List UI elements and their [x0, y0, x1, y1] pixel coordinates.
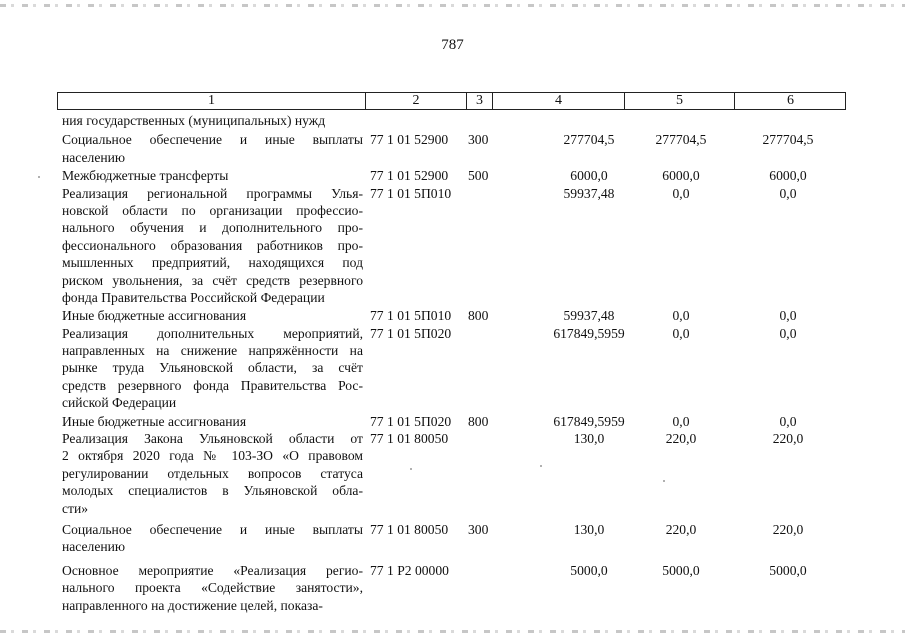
- row-value-col4: 130,0: [573, 431, 605, 447]
- row-value-col6: 0,0: [779, 185, 797, 201]
- table-row: [57, 112, 846, 129]
- description-line: средств резервного фонда Правительства Рос-: [62, 377, 363, 393]
- row-value-col5: 220,0: [665, 521, 697, 537]
- row-value-col5: 0,0: [672, 413, 690, 429]
- row-value-col4: 59937,48: [563, 185, 615, 201]
- description-line: рынке труда Ульяновской области, за счёт: [62, 360, 363, 376]
- row-code: 77 1 01 80050: [370, 521, 449, 537]
- description-line: Социальное обеспечение и иные выплаты: [62, 132, 363, 148]
- description-line: ния государственных (муниципальных) нужд: [62, 113, 326, 128]
- description-line: населению: [62, 539, 126, 555]
- row-description: [62, 521, 363, 556]
- table-row: [57, 131, 846, 166]
- row-code: 77 1 Р2 00000: [370, 562, 449, 578]
- description-line: нального обучения и дополнительного про-: [62, 220, 363, 236]
- column-header-6: 6: [734, 93, 846, 109]
- table-row: [57, 430, 846, 517]
- row-value-col6: 0,0: [779, 325, 797, 341]
- row-value-col5: 0,0: [672, 308, 690, 324]
- row-value-col5: 277704,5: [655, 132, 707, 148]
- row-value-col6: 6000,0: [769, 168, 807, 184]
- table-row: [57, 325, 846, 412]
- description-line: сийской Федерации: [62, 395, 177, 411]
- description-line: сти»: [62, 500, 89, 516]
- column-header-2: 2: [365, 93, 466, 109]
- description-line: Иные бюджетные ассигнования: [62, 413, 247, 429]
- description-line: фессионального образования работников про-: [62, 237, 363, 253]
- description-line: направленного на достижение целей, показа-: [62, 597, 323, 613]
- scan-speck: [38, 176, 40, 178]
- row-value-col4: 6000,0: [570, 168, 608, 184]
- table-row: [57, 413, 846, 430]
- row-description: [62, 131, 363, 166]
- row-value-col5: 6000,0: [662, 168, 700, 184]
- table-row: [57, 307, 846, 324]
- row-code: 77 1 01 52900: [370, 132, 449, 148]
- row-description: [62, 185, 363, 307]
- row-value-col4: 277704,5: [563, 132, 615, 148]
- row-description: [62, 430, 363, 517]
- row-description: [62, 112, 363, 129]
- table-row: [57, 167, 846, 184]
- row-value-col6: 220,0: [772, 521, 804, 537]
- row-value-col5: 0,0: [672, 185, 690, 201]
- table-row: [57, 185, 846, 307]
- scan-speck: [540, 465, 542, 467]
- row-value-col6: 277704,5: [762, 132, 814, 148]
- description-line: новской области по организации профессио-: [62, 202, 363, 218]
- page-number: 787: [441, 37, 464, 53]
- row-value-col4: 617849,5959: [553, 413, 625, 429]
- description-line: нального проекта «Содействие занятости»,: [62, 580, 363, 596]
- row-expense-type: 800: [468, 308, 489, 324]
- scan-speck: [663, 480, 665, 482]
- description-line: Иные бюджетные ассигнования: [62, 308, 247, 324]
- row-value-col4: 5000,0: [570, 562, 608, 578]
- row-description: [62, 562, 363, 614]
- description-line: Реализация Закона Ульяновской области от: [62, 431, 363, 447]
- column-header-3: 3: [466, 93, 492, 109]
- table-header: [57, 92, 846, 110]
- row-code: 77 1 01 5П010: [370, 308, 452, 324]
- row-description: [62, 167, 363, 184]
- description-line: Реализация региональной программы Улья-: [62, 185, 363, 201]
- description-line: направленных на снижение напряжённости на: [62, 343, 363, 359]
- row-code: 77 1 01 5П020: [370, 325, 452, 341]
- row-value-col4: 130,0: [573, 521, 605, 537]
- description-line: населению: [62, 149, 126, 165]
- row-value-col6: 220,0: [772, 431, 804, 447]
- column-header-1: 1: [208, 93, 215, 108]
- description-line: фонда Правительства Российской Федерации: [62, 289, 325, 305]
- scan-speck: [410, 468, 412, 470]
- row-value-col5: 0,0: [672, 325, 690, 341]
- table-body: [57, 112, 846, 614]
- row-expense-type: 300: [468, 132, 489, 148]
- row-expense-type: 500: [468, 168, 489, 184]
- row-code: 77 1 01 5П020: [370, 413, 452, 429]
- row-expense-type: 800: [468, 413, 489, 429]
- row-value-col5: 5000,0: [662, 562, 700, 578]
- table-row: [57, 562, 846, 614]
- description-line: Реализация дополнительных мероприятий,: [62, 325, 363, 341]
- row-value-col4: 617849,5959: [553, 325, 625, 341]
- row-code: 77 1 01 80050: [370, 431, 449, 447]
- row-value-col6: 5000,0: [769, 562, 807, 578]
- column-header-5: 5: [624, 93, 734, 109]
- table-row: [57, 521, 846, 556]
- description-line: риском увольнения, за счёт средств резервного: [62, 272, 363, 288]
- row-value-col5: 220,0: [665, 431, 697, 447]
- row-description: [62, 325, 363, 412]
- description-line: Межбюджетные трансферты: [62, 168, 229, 184]
- description-line: мышленных предприятий, находящихся под: [62, 255, 363, 271]
- column-header-4: 4: [492, 93, 624, 109]
- scan-bottom-edge: [0, 630, 905, 633]
- row-expense-type: 300: [468, 521, 489, 537]
- description-line: Основное мероприятие «Реализация регио-: [62, 562, 363, 578]
- description-line: регулировании отдельных вопросов статуса: [62, 465, 363, 481]
- row-code: 77 1 01 52900: [370, 168, 449, 184]
- row-value-col6: 0,0: [779, 308, 797, 324]
- row-code: 77 1 01 5П010: [370, 185, 452, 201]
- description-line: 2 октября 2020 года № 103-ЗО «О правовом: [62, 448, 363, 464]
- row-value-col4: 59937,48: [563, 308, 615, 324]
- row-value-col6: 0,0: [779, 413, 797, 429]
- description-line: Социальное обеспечение и иные выплаты: [62, 521, 363, 537]
- description-line: молодых специалистов в Ульяновской обла-: [62, 483, 363, 499]
- row-description: [62, 307, 363, 324]
- row-description: [62, 413, 363, 430]
- scan-top-edge: [0, 4, 905, 7]
